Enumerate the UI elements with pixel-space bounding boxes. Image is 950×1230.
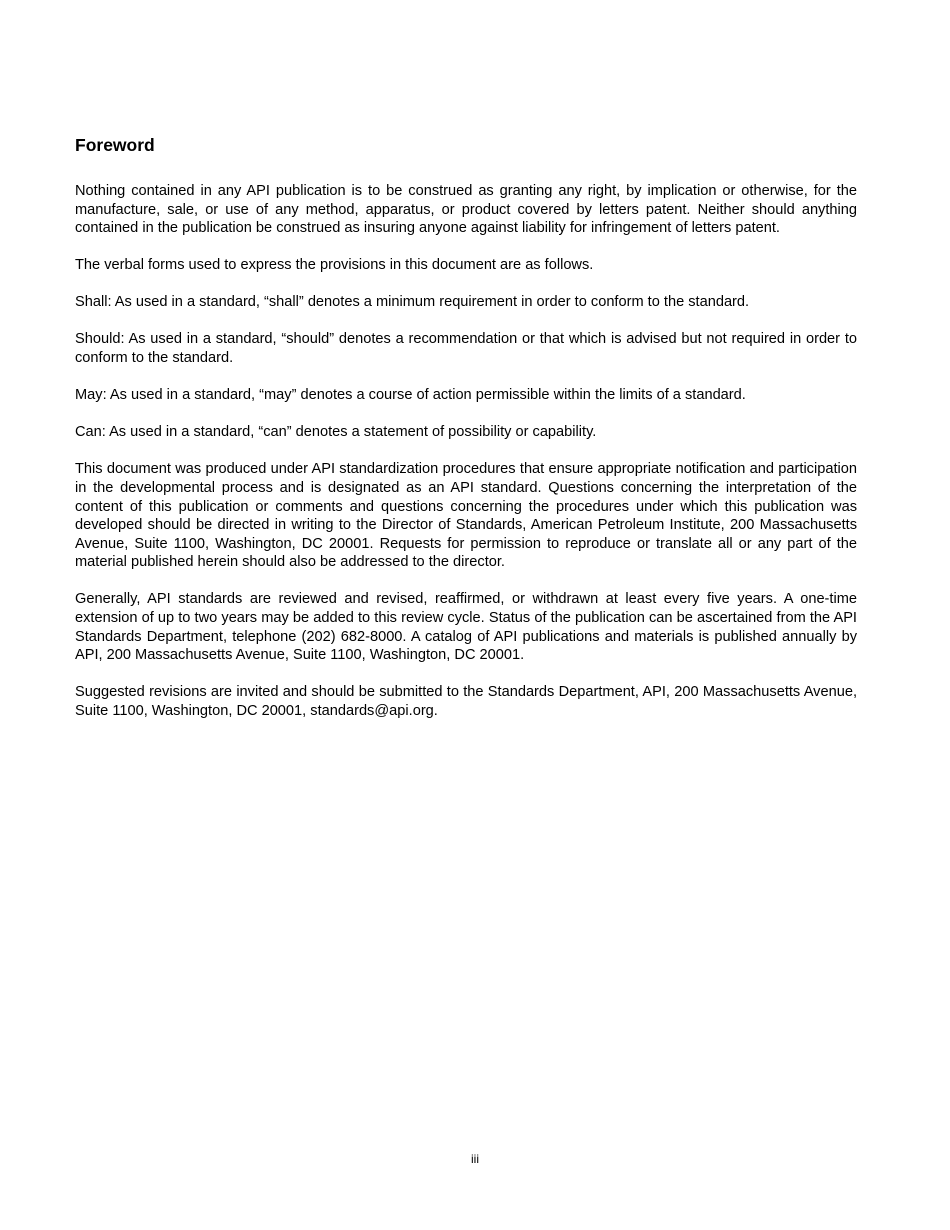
- paragraph-suggested-revisions: Suggested revisions are invited and should be submitted to the Standards Department, API, 200 Massachusetts Avenue, Suite 1100, Washington, DC 20001, standards@api.org.: [75, 684, 857, 719]
- page-title: Foreword: [75, 135, 155, 155]
- paragraph-review-cycle: Generally, API standards are reviewed and revised, reaffirmed, or withdrawn at least every five years. A one-time extension of up to two years may be added to this review cycle. Status of the publication can be ascertained from the API Standards Department, telephone (202) 682-8000. A catalog of API publications and materials is published annually by API, 200 Massachusetts Avenue, Suite 1100, Washington, DC 20001.: [75, 591, 857, 664]
- foreword-body: [75, 182, 857, 739]
- paragraph-can-definition: Can: As used in a standard, “can” denotes a statement of possibility or capability.: [75, 424, 597, 441]
- paragraph-should-definition: Should: As used in a standard, “should” denotes a recommendation or that which is advised but not required in order to conform to the standard.: [75, 331, 857, 367]
- document-page: [75, 0, 857, 1230]
- paragraph-shall-definition: Shall: As used in a standard, “shall” denotes a minimum requirement in order to conform to the standard.: [75, 294, 750, 311]
- paragraph-standardization-procedures: This document was produced under API standardization procedures that ensure appropriate notification and participation in the developmental process and is designated as an API standard. Questions concerning the interpretation of the content of this publication or comments and questions concerning the procedures under which this publication was developed should be directed in writing to the Director of Standards, American Petroleum Institute, 200 Massachusetts Avenue, Suite 1100, Washington, DC 20001. Requests for permission to reproduce or translate all or any part of the material published herein should also be addressed to the director.: [75, 461, 857, 571]
- paragraph-verbal-forms-intro: The verbal forms used to express the provisions in this document are as follows.: [75, 257, 594, 274]
- paragraph-may-definition: May: As used in a standard, “may” denotes a course of action permissible within the limits of a standard.: [75, 387, 746, 404]
- paragraph-patent-disclaimer: Nothing contained in any API publication is to be construed as granting any right, by implication or otherwise, for the manufacture, sale, or use of any method, apparatus, or product covered by letters patent. Neither should anything contained in the publication be construed as insuring anyone against liability for infringement of letters patent.: [75, 183, 857, 237]
- page-number: iii: [471, 1152, 479, 1166]
